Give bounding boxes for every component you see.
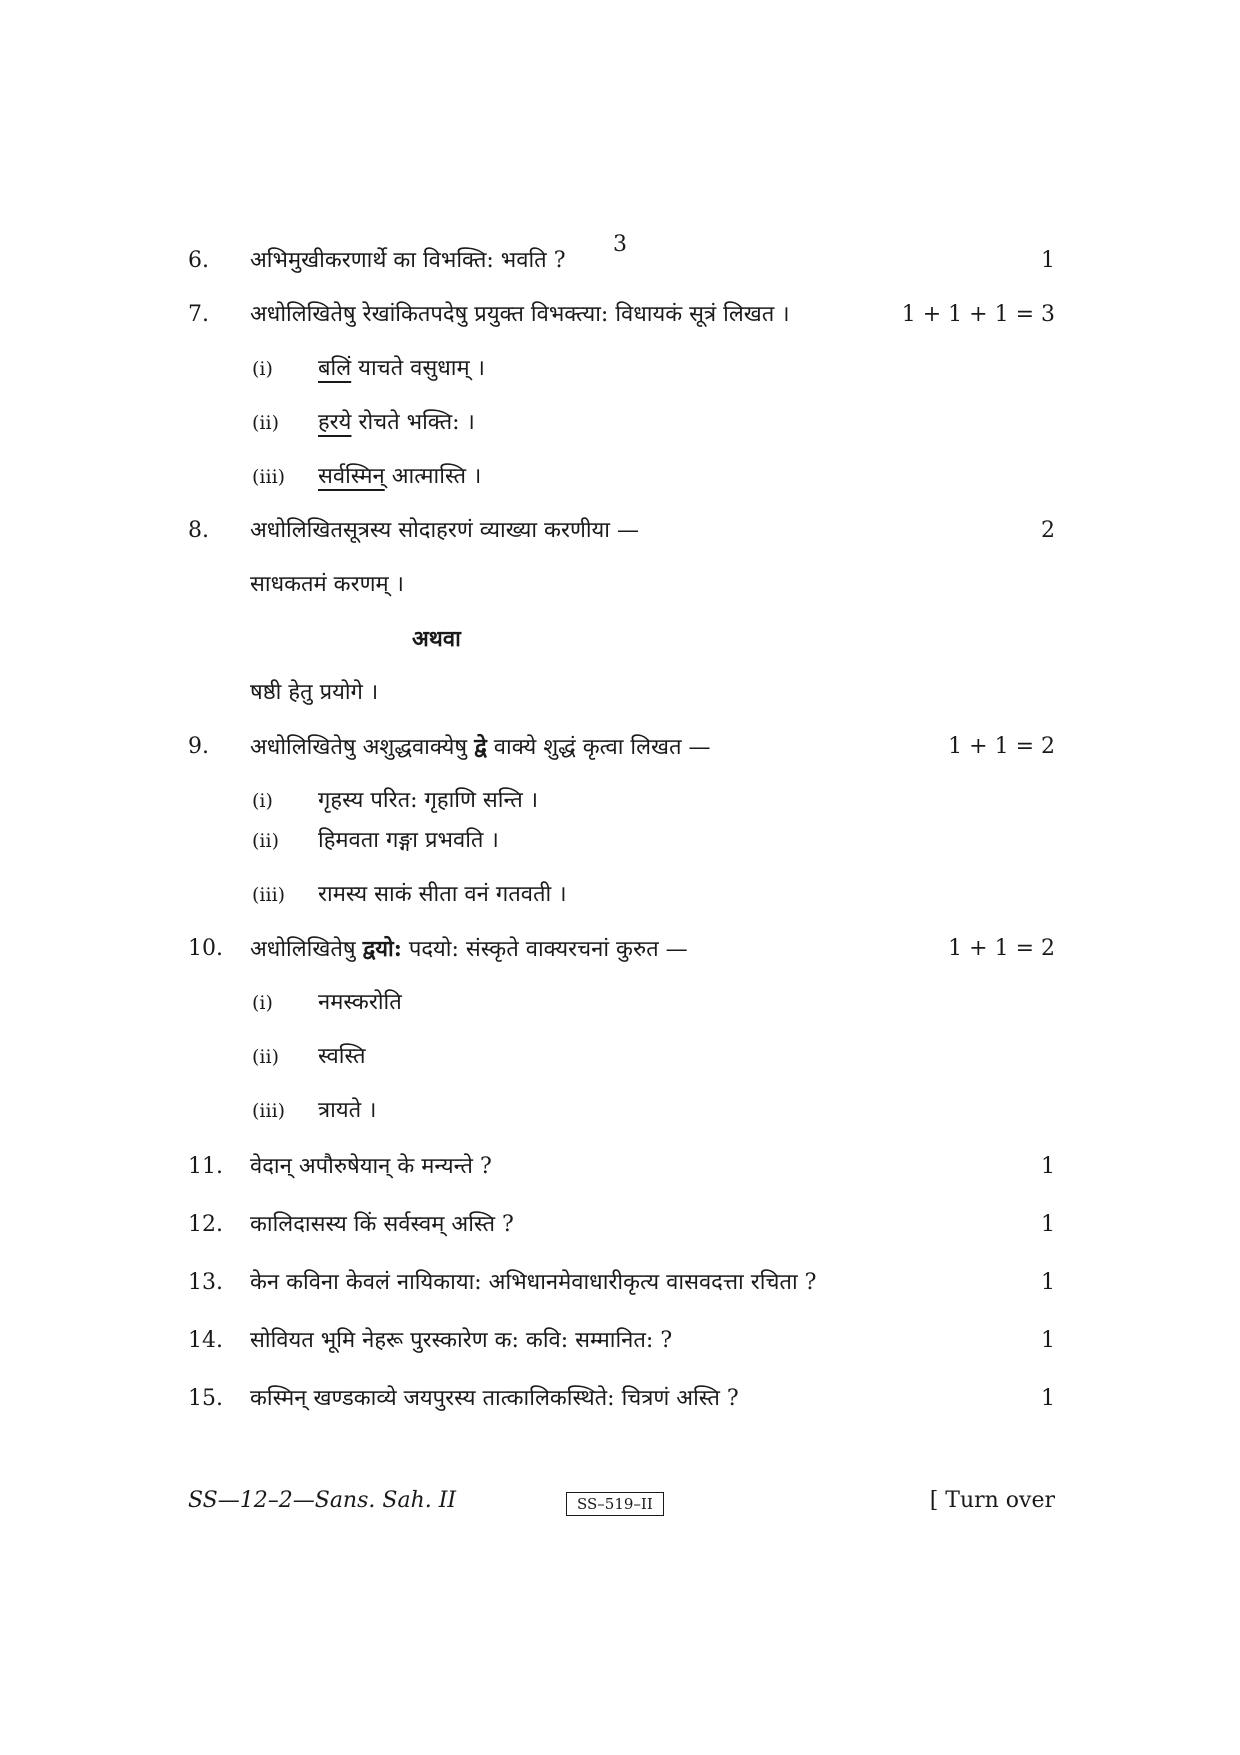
- sub-question-number: (ii): [252, 412, 279, 434]
- underlined-word: सर्वस्मिन्: [318, 464, 385, 489]
- or-word: अथवा: [412, 626, 461, 652]
- question-marks: 1: [1041, 1212, 1055, 1237]
- footer-turn-over: [ Turn over: [929, 1488, 1055, 1513]
- sub-question-text: [318, 406, 475, 440]
- question-11: [0, 1150, 1240, 1184]
- question-number: 13.: [188, 1270, 223, 1295]
- question-marks: 1: [1041, 1154, 1055, 1179]
- question-13: [0, 1266, 1240, 1300]
- sub-question: [0, 1040, 1240, 1074]
- question-text: [250, 932, 688, 967]
- underlined-word: बलिं: [318, 356, 352, 381]
- sub-question-text: [318, 352, 485, 386]
- question-6: [0, 244, 1240, 278]
- sub-question: [0, 784, 1240, 818]
- question-number: 11.: [188, 1154, 223, 1179]
- question-15: [0, 1382, 1240, 1416]
- text-part: पदयो: संस्कृते वाक्यरचनां कुरुत —: [401, 937, 688, 962]
- or-separator: [0, 622, 1240, 656]
- text-part: वाक्ये शुद्धं कृत्वा लिखत —: [486, 735, 711, 760]
- sub-question-text: [318, 460, 481, 494]
- question-text: अभिमुखीकरणार्थे का विभक्ति: भवति ?: [250, 248, 566, 273]
- question-text: [250, 730, 711, 765]
- sub-question: [0, 406, 1240, 440]
- question-marks: 1: [1041, 1270, 1055, 1295]
- sub-question-number: (ii): [252, 1046, 279, 1068]
- sub-question-rest: रोचते भक्ति: ।: [351, 410, 475, 435]
- question-marks: 1 + 1 = 2: [948, 936, 1055, 961]
- sub-question-rest: आत्मास्ति ।: [384, 464, 482, 489]
- sub-question-text: रामस्य साकं सीता वनं गतवती ।: [318, 882, 567, 907]
- sub-question-text: त्रायते ।: [318, 1098, 377, 1123]
- question-number: 7.: [188, 302, 209, 327]
- sub-question-number: (i): [252, 992, 273, 1014]
- question-number: 14.: [188, 1328, 223, 1353]
- question-text: वेदान् अपौरुषेयान् के मन्यन्ते ?: [250, 1154, 492, 1179]
- sub-question-text: स्वस्ति: [318, 1044, 366, 1069]
- question-marks: 1: [1041, 1328, 1055, 1353]
- sub-question: [0, 460, 1240, 494]
- footer-paper-code: SS—12–2—Sans. Sah. II: [188, 1488, 457, 1513]
- sub-question: [0, 986, 1240, 1020]
- footer-boxed-code: SS–519–II: [566, 1492, 664, 1516]
- text-part: अधोलिखितेषु अशुद्धवाक्येषु: [250, 735, 475, 760]
- question-number: 9.: [188, 734, 209, 759]
- question-marks: 2: [1041, 518, 1055, 543]
- sub-question-rest: याचते वसुधाम् ।: [351, 356, 485, 381]
- question-number: 12.: [188, 1212, 223, 1237]
- question-text: कालिदासस्य किं सर्वस्वम् अस्ति ?: [250, 1212, 514, 1237]
- sub-question-number: (iii): [252, 884, 286, 906]
- sub-question-text: नमस्करोति: [318, 990, 402, 1015]
- question-10: [0, 932, 1240, 966]
- page-number: 3: [613, 232, 627, 257]
- question-14: [0, 1324, 1240, 1358]
- sub-question: [0, 878, 1240, 912]
- option-text: षष्ठी हेतु प्रयोगे ।: [250, 680, 379, 705]
- question-9: [0, 730, 1240, 764]
- sub-question-number: (ii): [252, 830, 279, 852]
- question-text: केन कविना केवलं नायिकाया: अभिधानमेवाधारीकृत्य वासवदत्ता रचिता ?: [250, 1270, 817, 1295]
- sub-question-number: (iii): [252, 466, 286, 488]
- option-2: [0, 676, 1240, 710]
- question-12: [0, 1208, 1240, 1242]
- question-text: अधोलिखितसूत्रस्य सोदाहरणं व्याख्या करणीया —: [250, 518, 639, 543]
- sub-question: [0, 352, 1240, 386]
- sub-question-number: (i): [252, 358, 273, 380]
- option-text: साधकतमं करणम् ।: [250, 572, 404, 597]
- question-marks: 1 + 1 = 2: [948, 734, 1055, 759]
- text-part: अधोलिखितेषु: [250, 937, 363, 962]
- question-text: सोवियत भूमि नेहरू पुरस्कारेण क: कवि: सम्मानित: ?: [250, 1328, 673, 1353]
- question-number: 6.: [188, 248, 209, 273]
- sub-question-text: गृहस्य परित: गृहाणि सन्ति ।: [318, 788, 539, 813]
- question-number: 8.: [188, 518, 209, 543]
- sub-question-text: हिमवता गङ्गा प्रभवति ।: [318, 828, 499, 853]
- sub-question: [0, 1094, 1240, 1128]
- option-1: [0, 568, 1240, 602]
- underlined-word: हरये: [318, 410, 352, 435]
- sub-question-number: (iii): [252, 1100, 286, 1122]
- bold-word: द्वे: [474, 734, 487, 760]
- sub-question: [0, 824, 1240, 858]
- question-text: अधोलिखितेषु रेखांकितपदेषु प्रयुक्त विभक्त्या: विधायकं सूत्रं लिखत ।: [250, 302, 790, 327]
- question-text: कस्मिन् खण्डकाव्ये जयपुरस्य तात्कालिकस्थिते: चित्रणं अस्ति ?: [250, 1386, 739, 1411]
- question-marks: 1 + 1 + 1 = 3: [901, 302, 1055, 327]
- question-marks: 1: [1041, 1386, 1055, 1411]
- question-8: [0, 514, 1240, 548]
- sub-question-number: (i): [252, 790, 273, 812]
- bold-word: द्वयो:: [362, 936, 402, 962]
- question-number: 15.: [188, 1386, 223, 1411]
- question-7: [0, 298, 1240, 332]
- question-number: 10.: [188, 936, 223, 961]
- question-marks: 1: [1041, 248, 1055, 273]
